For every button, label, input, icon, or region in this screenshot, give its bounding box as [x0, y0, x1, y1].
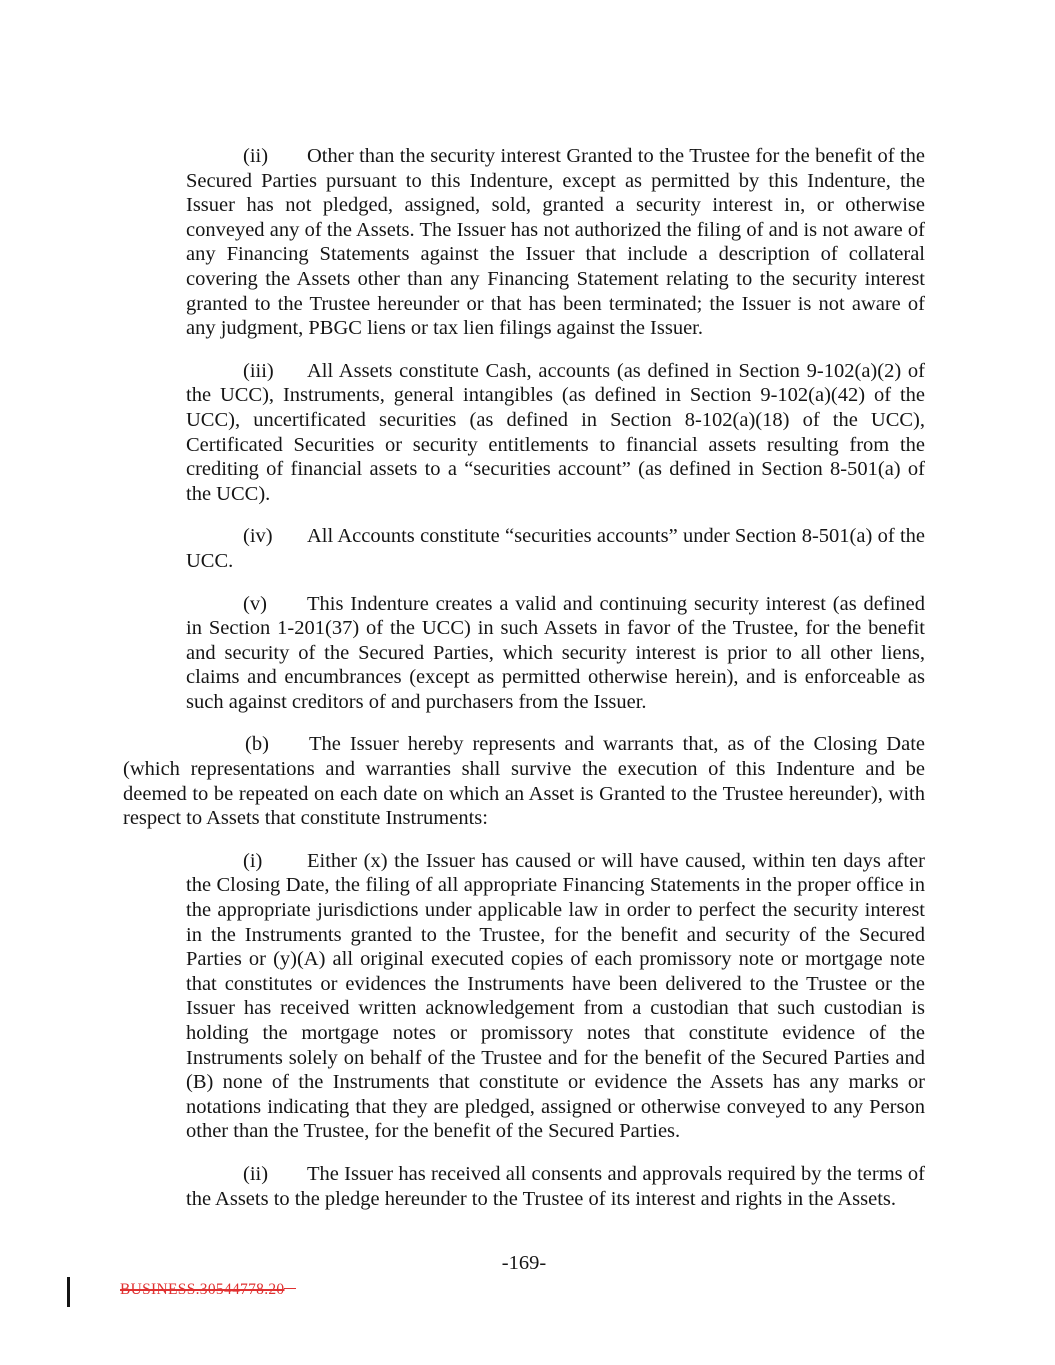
paragraph — [186, 1162, 925, 1211]
paragraph — [186, 849, 925, 1144]
paragraph-text: All Assets constitute Cash, accounts (as defined in Section 9-102(a)(2) of the UCC), Instruments, general intangibles (as defined in Section 9-102(a)(42) of the UCC), uncertificated securities (as defined in Section 8-102(a)(18) of the UCC), Certificated Securities or security entitlements to financial assets resulting from the crediting of financial assets to a “securities account” (as defined in Section 8-501(a) of the UCC). — [186, 359, 925, 505]
document-body — [123, 144, 925, 1229]
paragraph — [186, 592, 925, 715]
document-id-text: BUSINESS.30544778.20 — [120, 1281, 285, 1298]
paragraph — [186, 359, 925, 507]
paragraph-text: Other than the security interest Granted to the Trustee for the benefit of the Secured Parties pursuant to this Indenture, except as permitted by this Indenture, the Issuer has not pledged, assigned, sold, granted a security interest in, or otherwise conveyed any of the Assets. The Issuer has not authorized the filing of and is not aware of any Financing Statements against the Issuer that include a description of collateral covering the Assets other than any Financing Statement relating to the security interest granted to the Trustee hereunder or that has been terminated; the Issuer is not aware of any judgment, PBGC liens or tax lien filings against the Issuer. — [186, 145, 925, 340]
document-id-stamp — [120, 1281, 296, 1299]
paragraph — [186, 524, 925, 573]
strikethrough-tail-line — [284, 1288, 296, 1289]
paragraph-label: (iii) — [243, 359, 274, 382]
paragraph-label: (v) — [243, 592, 267, 615]
paragraph — [123, 732, 925, 830]
paragraph-label: (iv) — [243, 525, 273, 548]
paragraph-label: (i) — [243, 849, 263, 872]
paragraph-label: (b) — [245, 733, 269, 756]
paragraph — [186, 144, 925, 341]
paragraph-label: (ii) — [243, 145, 269, 167]
paragraph-text: Either (x) the Issuer has caused or will have caused, within ten days after the Closing Date, the filing of all appropriate Financing Statements in the proper office in the appropriate jurisdictions under applicable law in order to perfect the security interest in the Instruments granted to the Trustee, for the benefit and security of the Secured Parties or (y)(A) all original executed copies of each promissory note or mortgage note that constitutes or evidences the Instruments have been delivered to the Trustee or the Issuer has received written acknowledgement from a custodian that such custodian is holding the mortgage notes or promissory notes that constitute evidence of the Instruments solely on behalf of the Trustee and for the benefit of the Secured Parties and (B) none of the Instruments that constitute or evidence the Assets has any marks or notations indicating that they are pledged, assigned or otherwise conveyed to any Person other than the Trustee, for the benefit of the Secured Parties. — [186, 849, 925, 1143]
page-number: -169- — [501, 1252, 547, 1274]
change-bar-marker — [67, 1277, 70, 1307]
paragraph-label: (ii) — [243, 1162, 269, 1185]
paragraph-text: All Accounts constitute “securities accounts” under Section 8-501(a) of the UCC. — [186, 525, 925, 572]
paragraph-text: This Indenture creates a valid and continuing security interest (as defined in Section 1-201(37) of the UCC) in such Assets in favor of the Trustee, for the benefit and security of the Secured Parties, which security interest is prior to all other liens, claims and encumbrances (except as permitted otherwise herein), and is enforceable as such against creditors of and purchasers from the Issuer. — [186, 592, 925, 713]
paragraph-text: The Issuer hereby represents and warrants that, as of the Closing Date (which representations and warranties shall survive the execution of this Indenture and be deemed to be repeated on each date on which an Asset is Granted to the Trustee hereunder), with respect to Assets that constitute Instruments: — [123, 733, 925, 830]
paragraph-text: The Issuer has received all consents and approvals required by the terms of the Assets to the pledge hereunder to the Trustee of its interest and rights in the Assets. — [186, 1162, 925, 1210]
